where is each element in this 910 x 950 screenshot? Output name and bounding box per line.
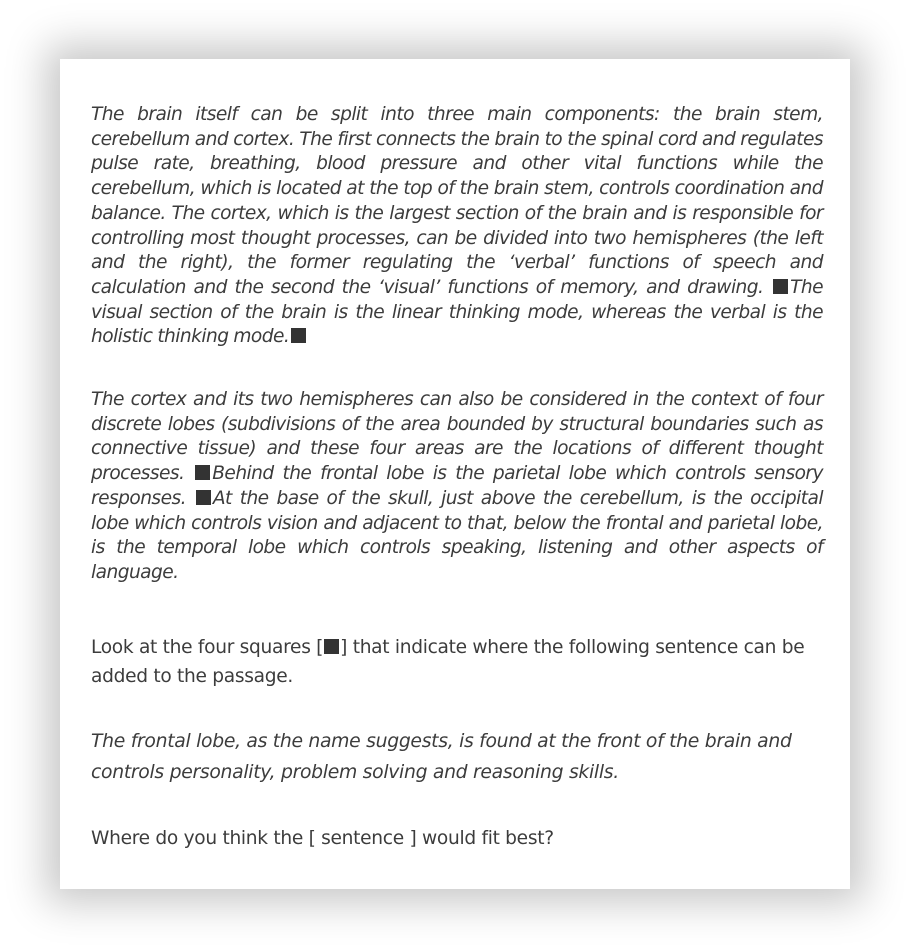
insertion-square-4[interactable] <box>196 490 211 505</box>
question-prompt: Where do you think the [ sentence ] would fit best? <box>91 827 554 849</box>
instruction-before: Look at the four squares [ <box>91 636 324 658</box>
question-card <box>60 59 850 889</box>
passage-p2-after-square-3: Behind the frontal lobe is the parietal lobe which controls sensory responses. <box>91 463 823 509</box>
passage-p2-after-square-4: At the base of the skull, just above the cerebellum, is the occipital lobe which controls vision and adjacent to that, below the frontal and parietal lobe, is the temporal lobe which controls speaking, listening and other aspects of language. <box>91 487 823 583</box>
passage-paragraph-1 <box>91 103 823 350</box>
instruction-text <box>91 633 823 691</box>
passage-p1-text: The brain itself can be split into three main components: the brain stem, cerebellum and cortex. The first connects the brain to the spinal cord and regulates pulse rate, breathing, blood pressure and other vital functions while the cerebellum, which is located at the top of the brain stem, controls coordination and balance. The cortex, which is the largest section of the brain and is responsible for controlling most thought processes, can be divided into two hemispheres (the left and the right), the former regulating the ‘verbal’ functions of speech and calculation and the second the ‘visual’ functions of memory, and drawing. <box>91 104 823 298</box>
square-legend-icon <box>324 639 339 654</box>
passage-p1-after-square-1: The visual section of the brain is the linear thinking mode, whereas the verbal is the holistic thinking mode. <box>91 276 823 348</box>
passage-p2-text: The cortex and its two hemispheres can also be considered in the context of four discrete lobes (subdivisions of the area bounded by structural boundaries such as connective tissue) and these four areas are the locations of different thought processes. <box>91 389 823 485</box>
insertion-square-1[interactable] <box>773 279 788 294</box>
target-sentence: The frontal lobe, as the name suggests, is found at the front of the brain and controls personality, problem solving and reasoning skills. <box>91 730 792 783</box>
insertion-square-3[interactable] <box>195 465 210 480</box>
instruction-after: ] that indicate where the following sentence can be added to the passage. <box>91 636 805 687</box>
passage-paragraph-2 <box>91 388 823 586</box>
insertion-square-2[interactable] <box>291 328 306 343</box>
